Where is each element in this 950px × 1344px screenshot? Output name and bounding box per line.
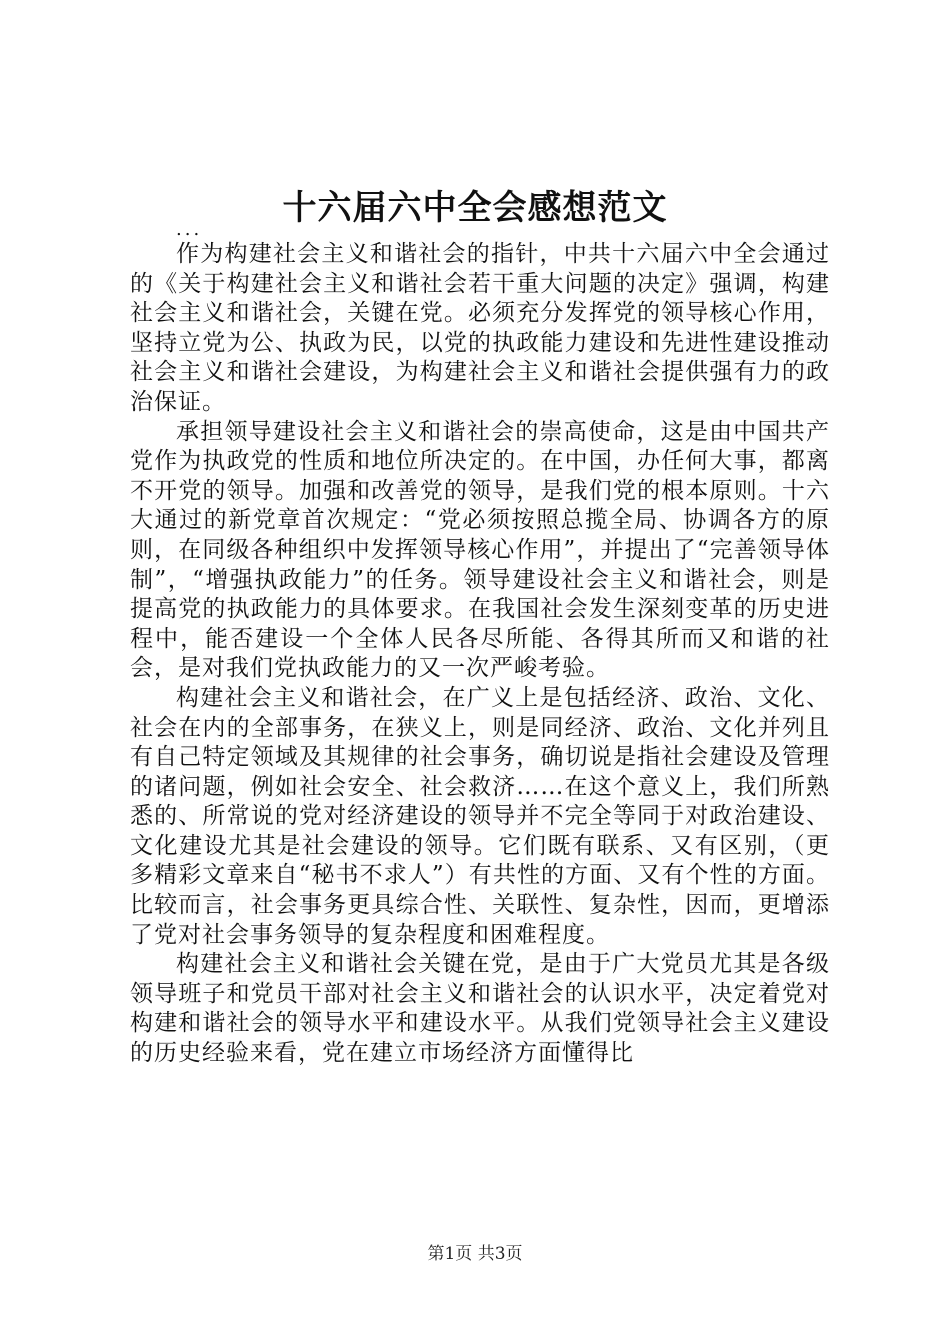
document-title: 十六届六中全会感想范文 [282, 188, 668, 228]
page-footer: 第1页 共3页 [427, 1244, 523, 1264]
paragraph-3: 构建社会主义和谐社会，在广义上是包括经济、政治、文化、社会在内的全部事务，在狭义上，则是同经济、政治、文化并列且有自己特定领域及其规律的社会事务，确切说是指社会建设及管理的诸问题，例如社会安全、社会救济……在这个意义上，我们所熟悉的、所常说的党对经济建设的领导并不完全等同于对政治建设、文化建设尤其是社会建设的领导。它们既有联系、又有区别，（更多精彩文章来自“秘书不求人”）有共性的方面、又有个性的方面。比较而言，社会事务更具综合性、关联性、复杂性，因而，更增添了党对社会事务领导的复杂程度和困难程度。 [130, 684, 830, 948]
document-body [130, 240, 830, 1069]
paragraph-2: 承担领导建设社会主义和谐社会的崇高使命，这是由中国共产党作为执政党的性质和地位所决定的。在中国，办任何大事，都离不开党的领导。加强和改善党的领导，是我们党的根本原则。十六大通过的新党章首次规定：“党必须按照总揽全局、协调各方的原则，在同级各种组织中发挥领导核心作用”，并提出了“完善领导体制”，“增强执政能力”的任务。领导建设社会主义和谐社会，则是提高党的执政能力的具体要求。在我国社会发生深刻变革的历史进程中，能否建设一个全体人民各尽所能、各得其所而又和谐的社会，是对我们党执政能力的又一次严峻考验。 [130, 418, 830, 682]
ellipsis-marker: ... [176, 219, 203, 240]
paragraph-4: 构建社会主义和谐社会关键在党，是由于广大党员尤其是各级领导班子和党员干部对社会主义和谐社会的认识水平，决定着党对构建和谐社会的领导水平和建设水平。从我们党领导社会主义建设的历史经验来看，党在建立市场经济方面懂得比 [130, 951, 830, 1067]
paragraph-1: 作为构建社会主义和谐社会的指针，中共十六届六中全会通过的《关于构建社会主义和谐社会若干重大问题的决定》强调，构建社会主义和谐社会，关键在党。必须充分发挥党的领导核心作用，坚持立党为公、执政为民，以党的执政能力建设和先进性建设推动社会主义和谐社会建设，为构建社会主义和谐社会提供强有力的政治保证。 [130, 241, 830, 415]
